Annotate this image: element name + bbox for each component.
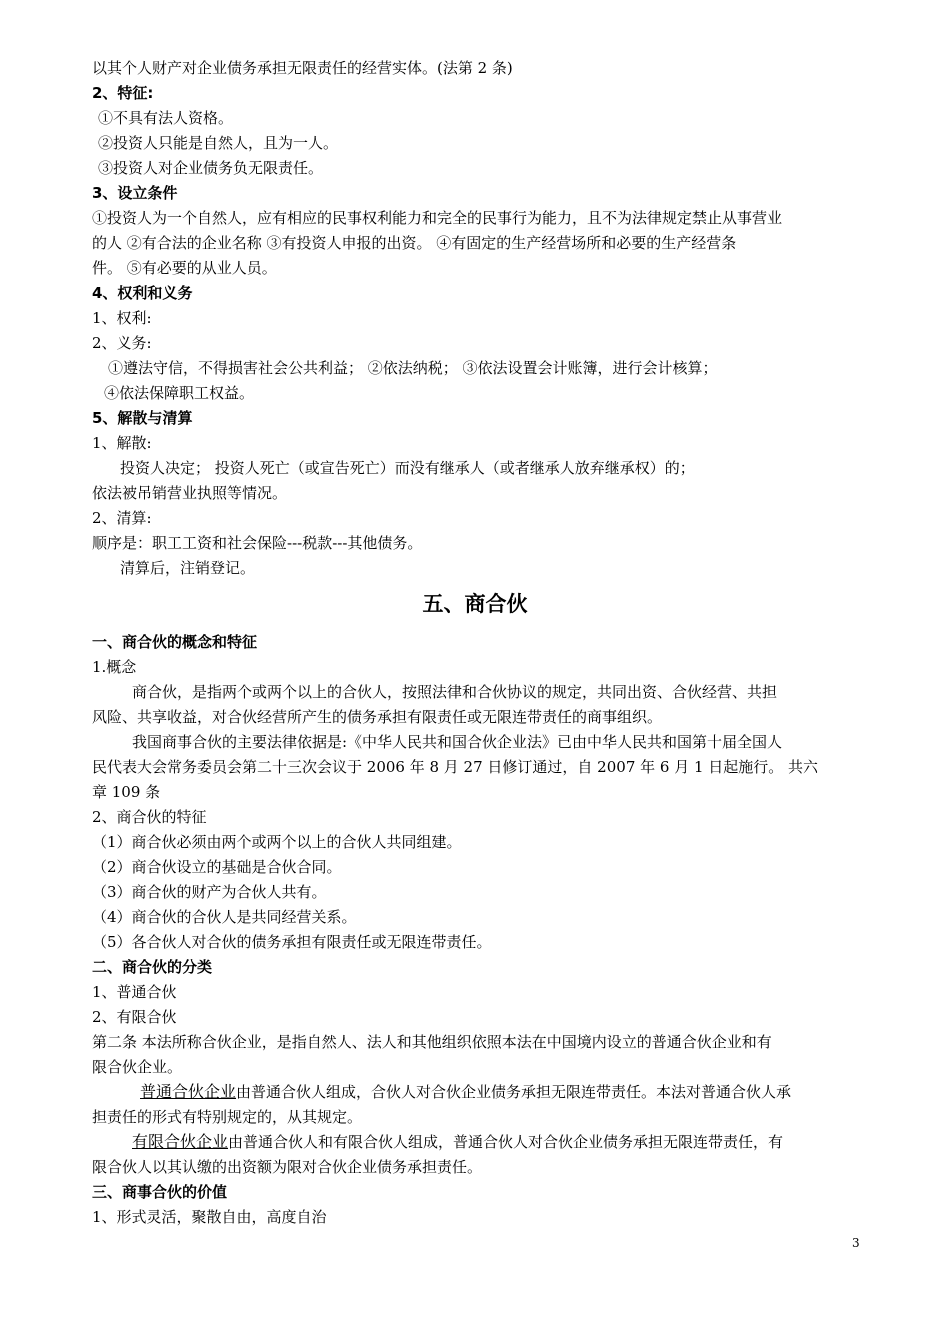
heading-rights-obligations: 4、权利和义务	[92, 284, 193, 302]
text-line: 1、权利:	[92, 309, 152, 327]
text-line: 民代表大会常务委员会第二十三次会议于 2006 年 8 月 27 日修订通过，自 2007 年 6 月 1 日起施行。 共六	[92, 758, 819, 776]
list-item: （5）各合伙人对合伙的债务承担有限责任或无限连带责任。	[92, 933, 492, 951]
list-item: （4）商合伙的合伙人是共同经营关系。	[92, 908, 357, 926]
text-line: 的人 ②有合法的企业名称 ③有投资人申报的出资。 ④有固定的生产经营场所和必要的生产经营条	[92, 234, 737, 252]
text-line: 限合伙人以其认缴的出资额为限对合伙企业债务承担责任。	[92, 1158, 483, 1176]
text-line: 1、普通合伙	[92, 983, 177, 1001]
text-line: 2、清算:	[92, 509, 152, 527]
text-line: 2、商合伙的特征	[92, 808, 207, 826]
heading-dissolution: 5、解散与清算	[92, 409, 193, 427]
limited-partnership-term: 有限合伙企业	[132, 1132, 229, 1151]
text-line: 1、解散:	[92, 434, 152, 452]
heading-classification: 二、商合伙的分类	[92, 958, 213, 976]
text-line: 以其个人财产对企业债务承担无限责任的经营实体。(法第 2 条)	[92, 59, 513, 77]
text-line: 第二条 本法所称合伙企业，是指自然人、法人和其他组织依照本法在中国境内设立的普通合伙企业和有	[92, 1033, 772, 1051]
text-line: 2、义务:	[92, 334, 152, 352]
text-line	[140, 1082, 791, 1102]
text-line: 依法被吊销营业执照等情况。	[92, 484, 288, 502]
section-title: 五、商合伙	[422, 592, 528, 616]
text-line: 限合伙企业。	[92, 1058, 183, 1076]
text-line	[132, 1132, 783, 1152]
heading-setup-conditions: 3、设立条件	[92, 184, 178, 202]
general-partnership-term: 普通合伙企业	[140, 1082, 237, 1101]
heading-features: 2、特征:	[92, 84, 154, 102]
list-item: ②投资人只能是自然人，且为一人。	[98, 134, 339, 152]
list-item: （2）商合伙设立的基础是合伙合同。	[92, 858, 342, 876]
list-item: ①不具有法人资格。	[98, 109, 234, 127]
text-line: 风险、共享收益，对合伙经营所产生的债务承担有限责任或无限连带责任的商事组织。	[92, 708, 663, 726]
text-line: 商合伙，是指两个或两个以上的合伙人，按照法律和合伙协议的规定，共同出资、合伙经营、共担	[132, 683, 778, 701]
list-item: ①遵法守信，不得损害社会公共利益； ②依法纳税； ③依法设置会计账簿，进行会计核算；	[108, 359, 718, 377]
text-line: 我国商事合伙的主要法律依据是:《中华人民共和国合伙企业法》已由中华人民共和国第十届全国人	[132, 733, 783, 751]
heading-concept-features: 一、商合伙的概念和特征	[92, 633, 258, 651]
text-line: 清算后，注销登记。	[120, 559, 256, 577]
heading-value: 三、商事合伙的价值	[92, 1183, 228, 1201]
text-line: 顺序是：职工工资和社会保险---税款---其他债务。	[92, 534, 423, 552]
text-line: ①投资人为一个自然人，应有相应的民事权利能力和完全的民事行为能力，且不为法律规定禁止从事营业	[92, 209, 783, 227]
list-item: ③投资人对企业债务负无限责任。	[98, 159, 324, 177]
list-item: ④依法保障职工权益。	[104, 384, 255, 402]
general-partnership-text: 由普通合伙人组成，合伙人对合伙企业债务承担无限连带责任。本法对普通合伙人承	[236, 1083, 792, 1101]
text-line: 担责任的形式有特别规定的，从其规定。	[92, 1108, 363, 1126]
text-line: 1.概念	[92, 658, 137, 676]
page-number: 3	[852, 1236, 860, 1250]
text-line: 投资人决定； 投资人死亡（或宣告死亡）而没有继承人（或者继承人放弃继承权）的；	[120, 459, 695, 477]
list-item: （3）商合伙的财产为合伙人共有。	[92, 883, 327, 901]
text-line: 2、有限合伙	[92, 1008, 177, 1026]
limited-partnership-text: 由普通合伙人和有限合伙人组成，普通合伙人对合伙企业债务承担无限连带责任，有	[228, 1133, 784, 1151]
text-line: 章 109 条	[92, 783, 161, 801]
text-line: 件。 ⑤有必要的从业人员。	[92, 259, 277, 277]
list-item: （1）商合伙必须由两个或两个以上的合伙人共同组建。	[92, 833, 462, 851]
text-line: 1、形式灵活，聚散自由，高度自治	[92, 1208, 327, 1226]
